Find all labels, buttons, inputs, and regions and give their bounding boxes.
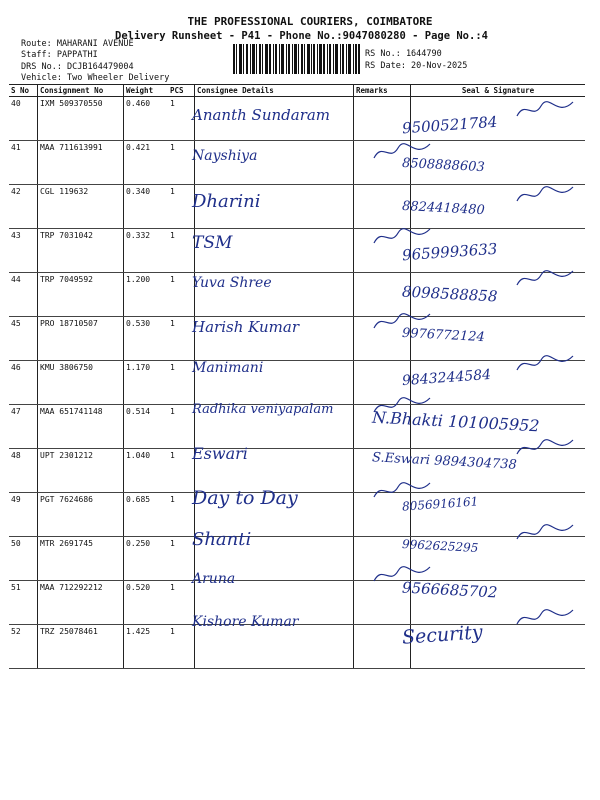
sno-cell: 44 <box>9 273 38 317</box>
handwritten-signature: 9566685702 <box>401 578 498 602</box>
sno-cell: 48 <box>9 449 38 493</box>
pcs-cell: 1 <box>168 273 195 317</box>
consignment-cell: PGT 7624686 <box>38 493 124 537</box>
sno-cell: 49 <box>9 493 38 537</box>
weight-cell: 0.520 <box>124 581 169 625</box>
handwritten-consignee-name: Aruna <box>192 571 236 588</box>
handwritten-consignee-name: Ananth Sundaram <box>192 106 331 124</box>
handwritten-signature: 8824418480 <box>401 198 486 218</box>
table-row <box>9 229 585 273</box>
consignment-cell: MAA 651741148 <box>38 405 124 449</box>
signature-scribble <box>372 479 432 503</box>
signature-scribble <box>372 394 432 418</box>
pcs-cell: 1 <box>168 405 195 449</box>
pcs-cell: 1 <box>168 449 195 493</box>
handwritten-consignee-name: Shanti <box>192 529 252 550</box>
handwritten-signature: 9659993633 <box>401 239 498 265</box>
signature-scribble <box>515 521 575 545</box>
company-title: THE PROFESSIONAL COURIERS, COIMBATORE <box>187 15 433 28</box>
handwritten-signature: 9976772124 <box>401 325 486 345</box>
signature-scribble <box>515 436 575 460</box>
handwritten-consignee-name: Eswari <box>192 444 248 464</box>
barcode <box>233 44 360 74</box>
consignment-cell: IXM 509370550 <box>38 97 124 141</box>
handwritten-signature: 9843244584 <box>401 366 492 389</box>
runsheet-table <box>9 84 585 669</box>
pcs-cell: 1 <box>168 317 195 361</box>
pcs-cell: 1 <box>168 361 195 405</box>
weight-cell: 0.530 <box>124 317 169 361</box>
consignee-details-cell <box>195 625 354 669</box>
sno-cell: 42 <box>9 185 38 229</box>
col-weight: Weight <box>124 85 169 97</box>
handwritten-signature: Security <box>401 620 484 649</box>
handwritten-signature: 8056916161 <box>401 494 479 514</box>
weight-cell: 0.340 <box>124 185 169 229</box>
consignment-cell: MAA 712292212 <box>38 581 124 625</box>
handwritten-consignee-name: Kishore Kumar <box>192 613 299 630</box>
table-row <box>9 361 585 405</box>
pcs-cell: 1 <box>168 97 195 141</box>
table-row <box>9 141 585 185</box>
weight-cell: 0.421 <box>124 141 169 185</box>
handwritten-consignee-name: Harish Kumar <box>192 317 299 336</box>
drs-number: DRS No.: DCJB164479004 <box>21 62 134 72</box>
pcs-cell: 1 <box>168 537 195 581</box>
pcs-cell: 1 <box>168 185 195 229</box>
signature-scribble <box>515 606 575 630</box>
handwritten-consignee-name: Day to Day <box>192 486 298 509</box>
weight-cell: 1.170 <box>124 361 169 405</box>
handwritten-signature: 9500521784 <box>401 112 498 138</box>
sno-cell: 46 <box>9 361 38 405</box>
table-row <box>9 625 585 669</box>
pcs-cell: 1 <box>168 581 195 625</box>
signature-scribble <box>372 225 432 249</box>
consignment-cell: TRP 7031042 <box>38 229 124 273</box>
consignment-cell: UPT 2301212 <box>38 449 124 493</box>
sno-cell: 41 <box>9 141 38 185</box>
weight-cell: 0.250 <box>124 537 169 581</box>
rs-number: RS No.: 1644790 <box>365 49 442 59</box>
sno-cell: 43 <box>9 229 38 273</box>
signature-scribble <box>515 183 575 207</box>
sno-cell: 50 <box>9 537 38 581</box>
sno-cell: 40 <box>9 97 38 141</box>
signature-scribble <box>515 98 575 122</box>
handwritten-signature: S.Eswari 9894304738 <box>371 450 518 474</box>
consignment-cell: MTR 2691745 <box>38 537 124 581</box>
weight-cell: 0.685 <box>124 493 169 537</box>
table-row <box>9 537 585 581</box>
col-consignment: Consignment No <box>38 85 124 97</box>
consignment-cell: PRO 18710507 <box>38 317 124 361</box>
handwritten-consignee-name: Yuva Shree <box>192 275 272 292</box>
pcs-cell: 1 <box>168 229 195 273</box>
handwritten-signature: 9962625295 <box>401 537 479 555</box>
route-label: Route: MAHARANI AVENUE <box>21 39 134 49</box>
weight-cell: 0.460 <box>124 97 169 141</box>
handwritten-consignee-name: Manimani <box>192 359 264 376</box>
sno-cell: 52 <box>9 625 38 669</box>
weight-cell: 1.200 <box>124 273 169 317</box>
handwritten-consignee-name: Dharini <box>192 190 261 212</box>
signature-scribble <box>515 267 575 291</box>
col-seal-signature: Seal & Signature <box>411 85 586 97</box>
sno-cell: 51 <box>9 581 38 625</box>
vehicle-label: Vehicle: Two Wheeler Delivery <box>21 73 170 83</box>
handwritten-consignee-name: Nayshiya <box>192 148 258 165</box>
handwritten-consignee-name: TSM <box>192 232 233 253</box>
consignment-cell: CGL 119632 <box>38 185 124 229</box>
consignment-cell: KMU 3806750 <box>38 361 124 405</box>
staff-label: Staff: PAPPATHI <box>21 50 98 60</box>
signature-scribble <box>372 310 432 334</box>
rs-date: RS Date: 20-Nov-2025 <box>365 61 468 71</box>
weight-cell: 1.425 <box>124 625 169 669</box>
col-pcs: PCS <box>168 85 195 97</box>
sno-cell: 47 <box>9 405 38 449</box>
table-row <box>9 273 585 317</box>
weight-cell: 0.514 <box>124 405 169 449</box>
col-consignee-details: Consignee Details <box>195 85 354 97</box>
handwritten-consignee-name: Radhika veniyapalam <box>192 402 334 418</box>
runsheet-subtitle: Delivery Runsheet - P41 - Phone No.:9047080280 - Page No.:4 <box>115 30 488 42</box>
pcs-cell: 1 <box>168 493 195 537</box>
signature-scribble <box>372 140 432 164</box>
handwritten-signature: 8098588858 <box>401 282 498 306</box>
pcs-cell: 1 <box>168 141 195 185</box>
signature-scribble <box>515 352 575 376</box>
consignment-cell: MAA 711613991 <box>38 141 124 185</box>
weight-cell: 1.040 <box>124 449 169 493</box>
signature-scribble <box>372 563 432 587</box>
table-row <box>9 185 585 229</box>
sno-cell: 45 <box>9 317 38 361</box>
handwritten-signature: N.Bhakti 101005952 <box>371 407 540 436</box>
table-header-row <box>9 85 585 97</box>
consignment-cell: TRZ 25078461 <box>38 625 124 669</box>
weight-cell: 0.332 <box>124 229 169 273</box>
pcs-cell: 1 <box>168 625 195 669</box>
col-remarks: Remarks <box>354 85 411 97</box>
handwritten-signature: 8508888603 <box>401 156 486 176</box>
col-sno: S No <box>9 85 38 97</box>
consignment-cell: TRP 7049592 <box>38 273 124 317</box>
